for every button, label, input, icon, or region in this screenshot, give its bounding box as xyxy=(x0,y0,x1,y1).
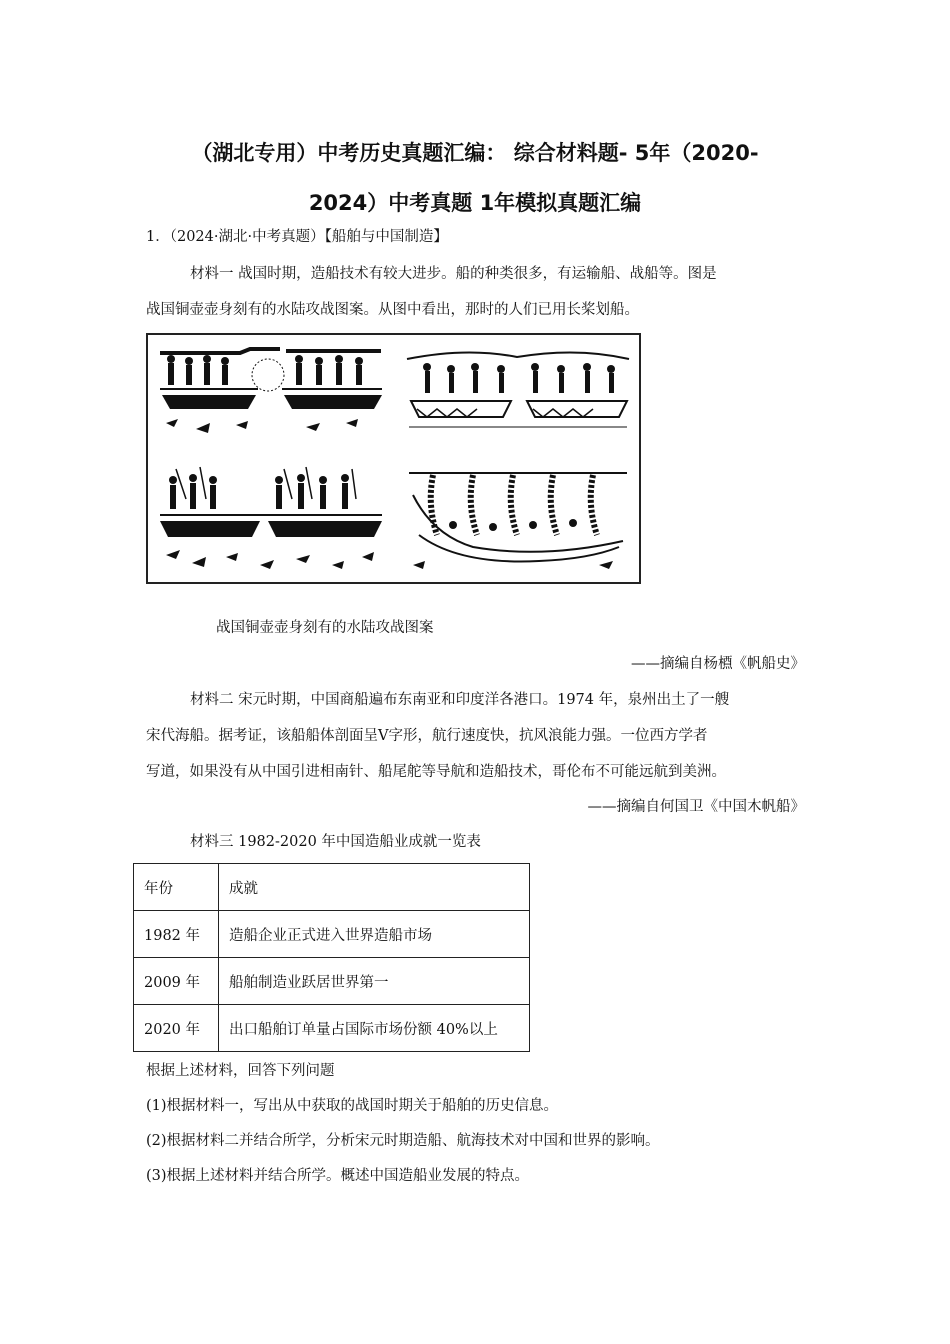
table-cell-year: 2009 年 xyxy=(134,958,219,1005)
table-header-row xyxy=(134,864,530,911)
engraving-panel-bottom-left xyxy=(156,465,388,577)
material-1-line-2: 战国铜壶壶身刻有的水陆攻战图案。从图中看出，那时的人们已用长桨划船。 xyxy=(146,302,639,318)
material-2-line-1: 材料二 宋元时期，中国商船遍布东南亚和印度洋各港口。1974 年，泉州出土了一艘 xyxy=(190,692,730,708)
material-2-line-2: 宋代海船。据考证，该船船体剖面呈V字形，航行速度快，抗风浪能力强。一位西方学者 xyxy=(146,728,708,744)
title-line-1: （湖北专用）中考历史真题汇编： 综合材料题- 5年（2020- xyxy=(191,141,759,165)
questions-prompt: 根据上述材料，回答下列问题 xyxy=(146,1063,335,1079)
engraving-panel-bottom-right xyxy=(403,465,633,575)
table-row xyxy=(134,958,530,1005)
table-row xyxy=(134,1005,530,1052)
table-cell-year: 2020 年 xyxy=(134,1005,219,1052)
material-3-title: 材料三 1982-2020 年中国造船业成就一览表 xyxy=(190,834,481,850)
table-cell-achievement: 船舶制造业跃居世界第一 xyxy=(219,958,530,1005)
table-row xyxy=(134,911,530,958)
material-2-line-3: 写道，如果没有从中国引进相南针、船尾舵等导航和造船技术，哥伦布不可能远航到美洲。 xyxy=(146,764,726,780)
source-2: ——摘编自何国卫《中国木帆船》 xyxy=(587,799,805,815)
shipbuilding-achievements-table xyxy=(133,863,530,1052)
table-cell-year: 1982 年 xyxy=(134,911,219,958)
question-1: (1)根据材料一，写出从中获取的战国时期关于船舶的历史信息。 xyxy=(146,1098,559,1114)
document-title xyxy=(120,128,830,228)
figure-caption: 战国铜壶壶身刻有的水陆攻战图案 xyxy=(216,620,434,636)
table-cell-achievement: 出口船舶订单量占国际市场份额 40%以上 xyxy=(219,1005,530,1052)
material-1-line-1: 材料一 战国时期，造船技术有较大进步。船的种类很多，有运输船、战船等。图是 xyxy=(190,266,717,282)
source-1: ——摘编自杨槱《帆船史》 xyxy=(631,656,805,672)
table-cell-achievement: 造船企业正式进入世界造船市场 xyxy=(219,911,530,958)
question-header: 1．（2024·湖北·中考真题）【船舶与中国制造】 xyxy=(146,229,448,245)
question-3: (3)根据上述材料并结合所学。概述中国造船业发展的特点。 xyxy=(146,1168,530,1184)
bronze-pot-engraving-figure xyxy=(146,333,641,584)
question-2: (2)根据材料二并结合所学，分析宋元时期造船、航海技术对中国和世界的影响。 xyxy=(146,1133,660,1149)
title-line-2: 2024）中考真题 1年模拟真题汇编 xyxy=(308,191,642,215)
engraving-panel-top-right xyxy=(403,349,633,439)
table-header-year: 年份 xyxy=(134,864,219,911)
table-header-achievement: 成就 xyxy=(219,864,530,911)
engraving-panel-top-left xyxy=(156,345,388,443)
